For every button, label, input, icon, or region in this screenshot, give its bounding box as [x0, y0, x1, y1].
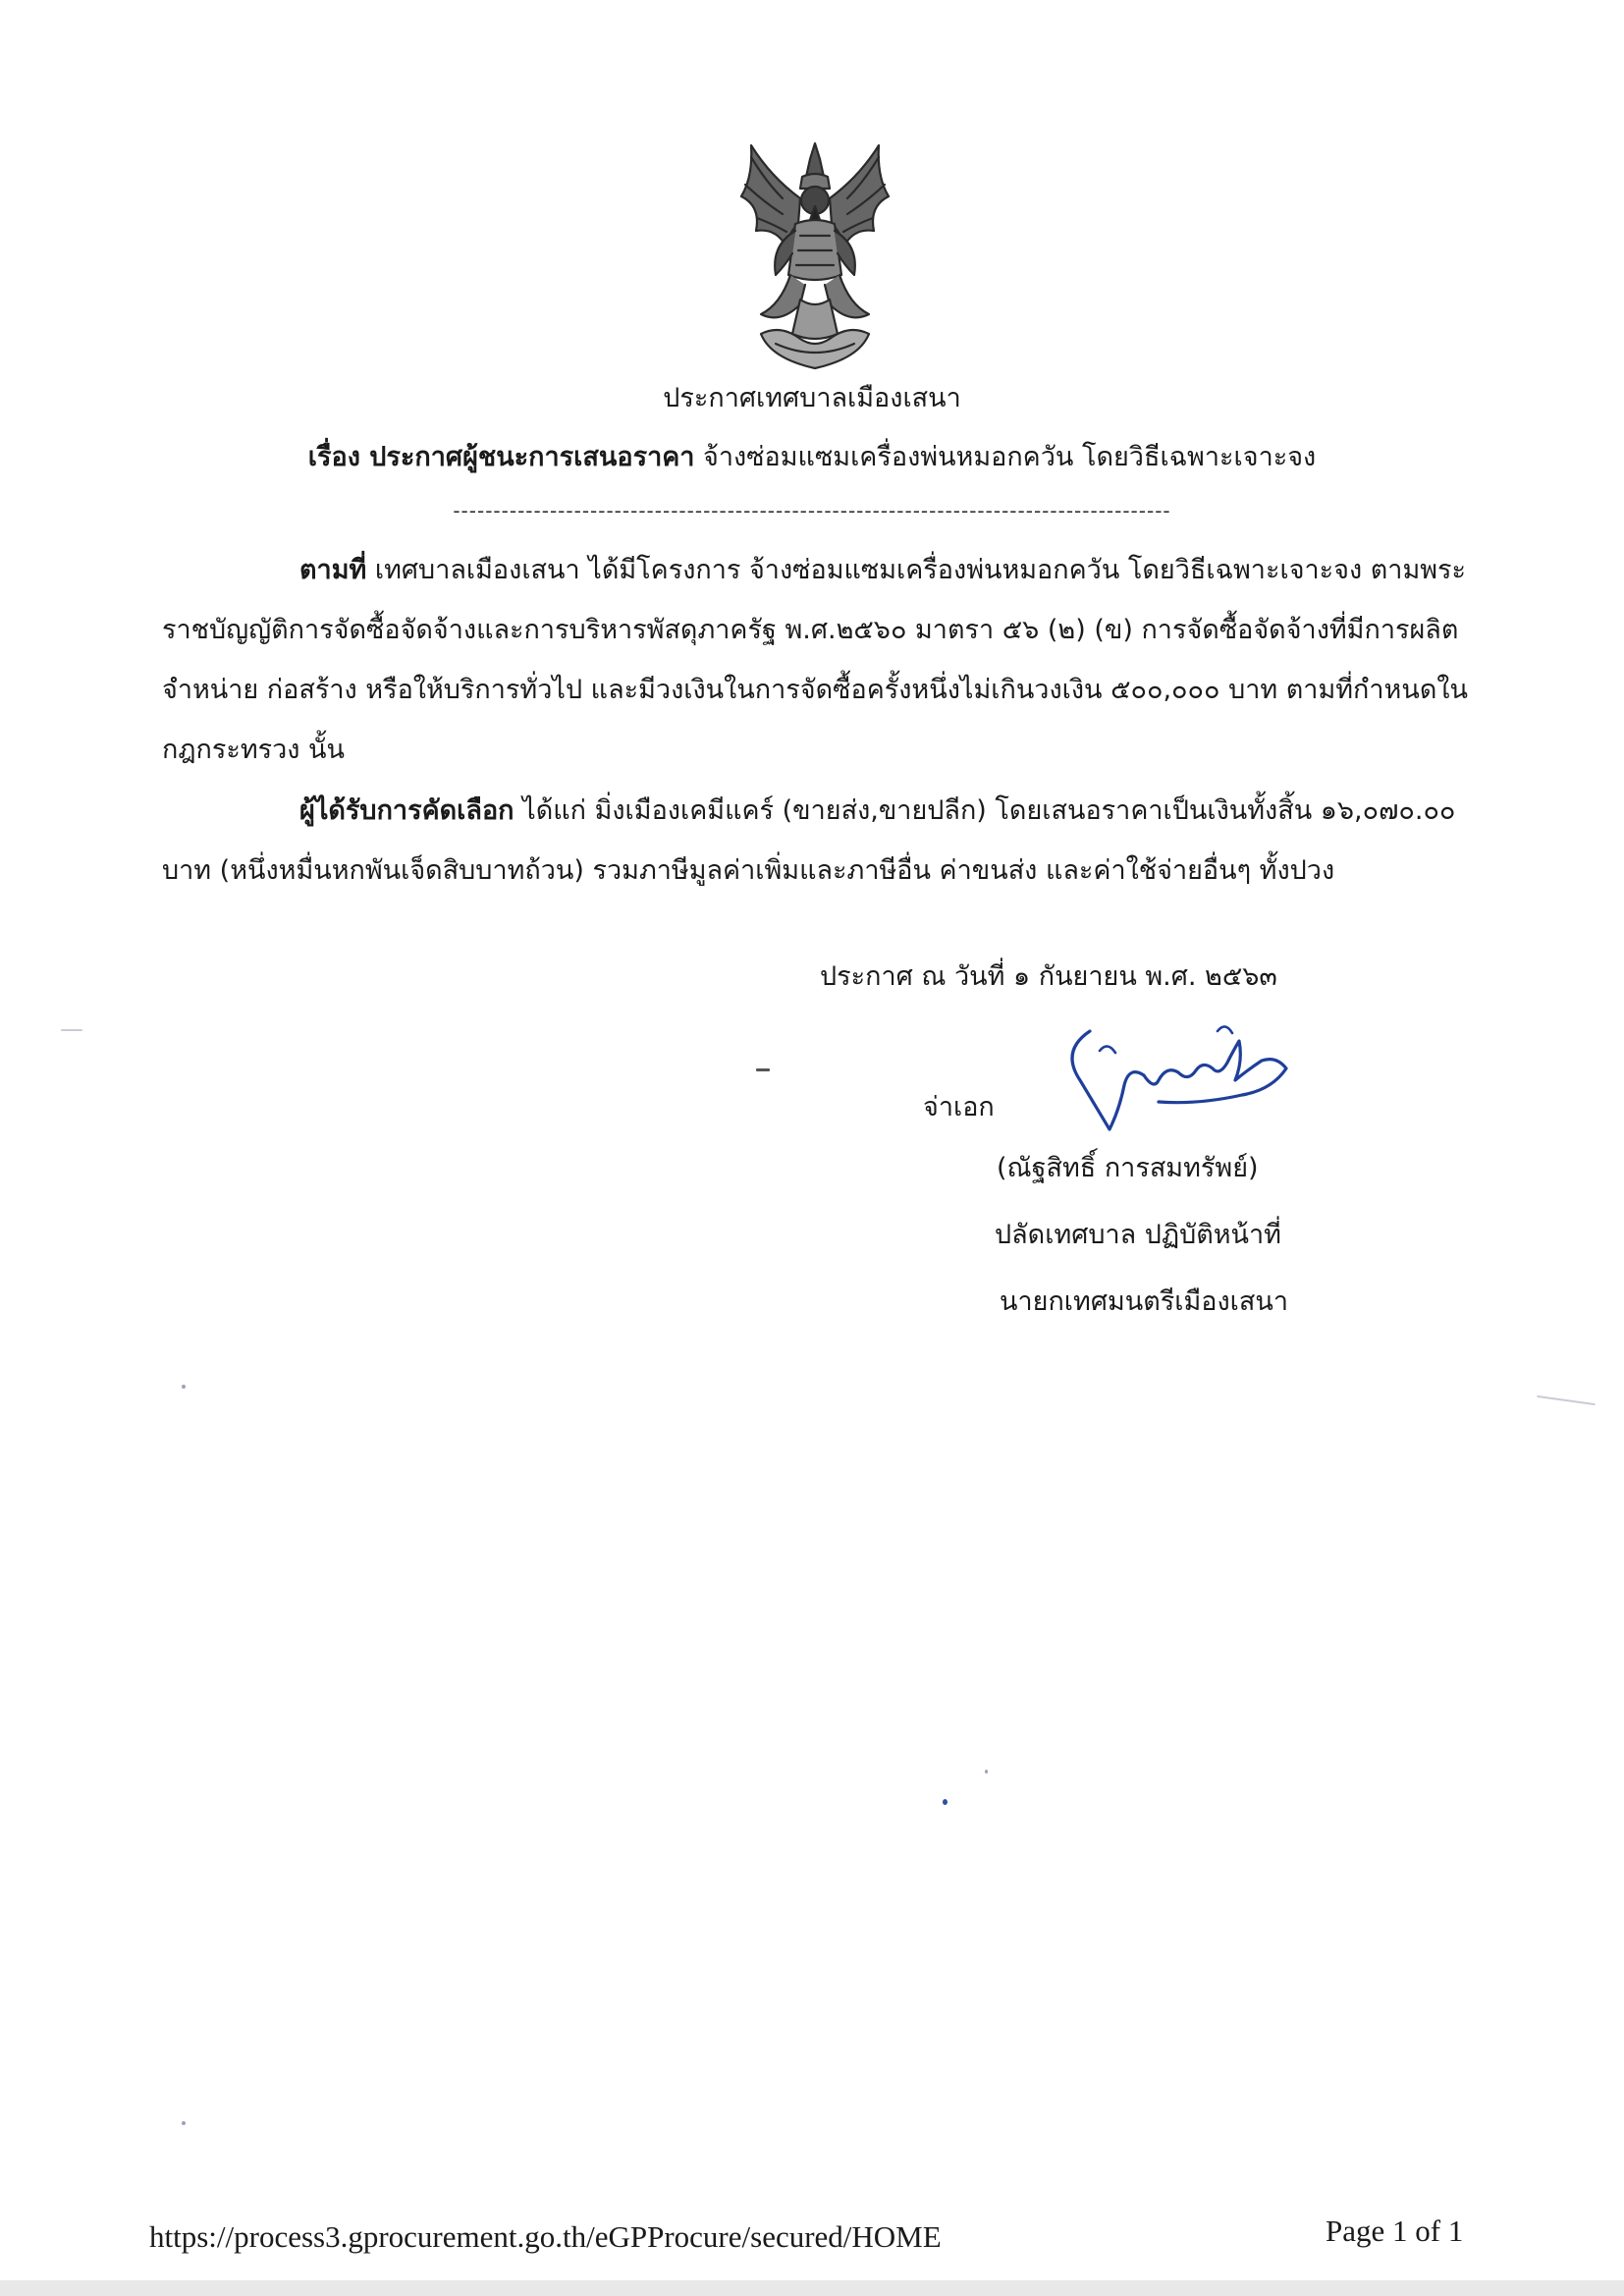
- scan-speck: [756, 1068, 770, 1071]
- paragraph-1-lead: ตามที่: [299, 555, 367, 585]
- scan-speck: [182, 1385, 186, 1389]
- scan-bottom-edge: [0, 2280, 1624, 2296]
- signer-rank: จ่าเอก: [923, 1092, 995, 1122]
- announcement-date: ประกาศ ณ วันที่ ๑ กันยายน พ.ศ. ๒๕๖๓: [820, 961, 1277, 992]
- signer-position-1: ปลัดเทศบาล ปฏิบัติหน้าที่: [995, 1220, 1281, 1250]
- handwritten-signature: [1051, 1011, 1306, 1139]
- scan-speck: [985, 1770, 988, 1774]
- garuda-emblem-icon: [731, 137, 898, 378]
- scan-speck: [943, 1799, 947, 1805]
- subject-text: จ้างซ่อมแซมเครื่องพ่นหมอกควัน โดยวิธีเฉพาะเจาะจง: [703, 442, 1317, 472]
- footer-url: https://process3.gprocurement.go.th/eGPProcure/secured/HOME: [149, 2219, 942, 2254]
- signer-position-2: นายกเทศมนตรีเมืองเสนา: [1000, 1286, 1288, 1317]
- footer-page-number: Page 1 of 1: [1326, 2214, 1464, 2248]
- paragraph-1-text: เทศบาลเมืองเสนา ได้มีโครงการ จ้างซ่อมแซมเครื่องพ่นหมอกควัน โดยวิธีเฉพาะเจาะจง ตามพระราชบัญญัติการจัดซื้อจัดจ้างและการบริหารพัสดุภาครัฐ พ.ศ.๒๕๖๐ มาตรา ๕๖ (๒) (ข) การจัดซื้อจัดจ้างที่มีการผลิต จำหน่าย ก่อสร้าง หรือให้บริการทั่วไป และมีวงเงินในการจัดซื้อครั้งหนึ่งไม่เกินวงเงิน ๕๐๐,๐๐๐ บาท ตามที่กำหนดในกฎกระทรวง นั้น: [162, 555, 1468, 765]
- paragraph-2-lead: ผู้ได้รับการคัดเลือก: [299, 795, 514, 826]
- body-paragraph-1: [162, 540, 1478, 780]
- subject-label: เรื่อง ประกาศผู้ชนะการเสนอราคา: [307, 442, 695, 472]
- signer-name: (ณัฐสิทธิ์ การสมทรัพย์): [997, 1153, 1259, 1183]
- announcement-title: ประกาศเทศบาลเมืองเสนา: [663, 383, 961, 413]
- heading-divider: -----------------------------------------------------------------------------------------: [453, 499, 1171, 522]
- announcement-subject: [0, 438, 1624, 477]
- body-paragraph-2: [162, 781, 1478, 901]
- paragraph-2-text: ได้แก่ มิ่งเมืองเคมีแคร์ (ขายส่ง,ขายปลีก) โดยเสนอราคาเป็นเงินทั้งสิ้น ๑๖,๐๗๐.๐๐ บาท (หนึ่งหมื่นหกพันเจ็ดสิบบาทถ้วน) รวมภาษีมูลค่าเพิ่มและภาษีอื่น ค่าขนส่ง และค่าใช้จ่ายอื่นๆ ทั้งปวง: [162, 795, 1456, 886]
- scan-speck: [182, 2121, 186, 2125]
- scan-speck: [1537, 1395, 1596, 1405]
- scan-speck: [61, 1029, 82, 1031]
